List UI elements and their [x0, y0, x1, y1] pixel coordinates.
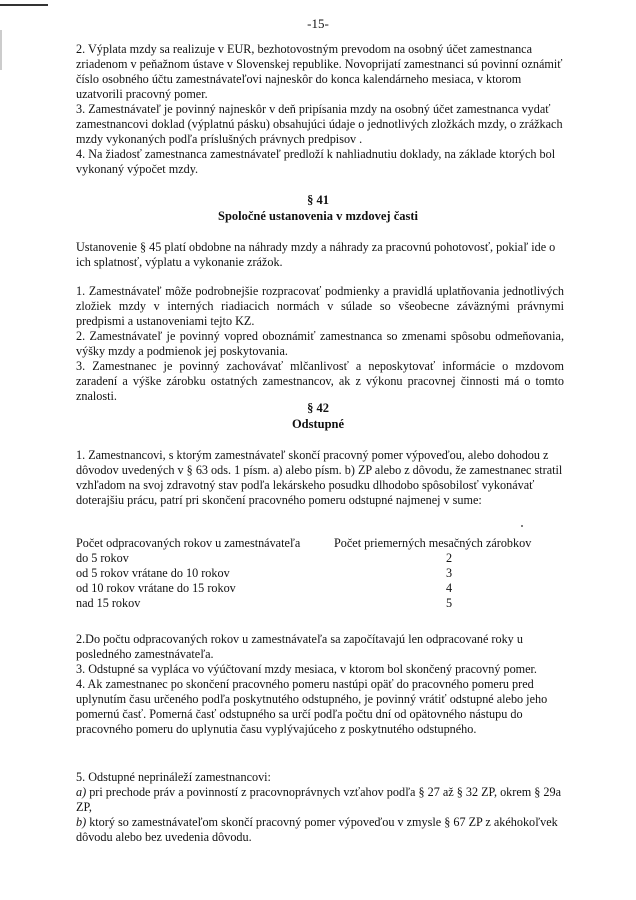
paragraph-subitem-a — [76, 785, 564, 815]
section-41-items — [76, 284, 564, 404]
table-row — [76, 596, 564, 611]
table-cell-value: 4 — [445, 581, 453, 595]
subitem-a-text: pri prechode práv a povinností z pracovnoprávnych vzťahov podľa § 27 až § 32 ZP, okrem § 29a ZP, — [76, 785, 561, 814]
paragraph-item: 4. Na žiadosť zamestnanca zamestnávateľ predloží k nahliadnutiu doklady, na základe ktorých bol vykonaný výpočet mzdy. — [76, 147, 556, 176]
paragraph-item-intro: 5. Odstupné neprináleží zamestnancovi: — [76, 770, 271, 784]
paragraph-item: 2.Do počtu odpracovaných rokov u zamestnávateľa sa započítavajú len odpracované roky u posledného zamestnávateľa. — [76, 632, 523, 661]
paragraph-item: 1. Zamestnancovi, s ktorým zamestnávateľ skončí pracovný pomer výpoveďou, alebo dohodou z dôvodov uvedených v § 63 ods. 1 písm. a) alebo písm. b) ZP alebo z dôvodu, že zamestnanec stratil vzhľadom na svoj zdravotný stav podľa lekárskeho posudku dlhodobo spôsobilosť vykonávať doterajšiu prácu, patrí pri skončení pracovného pomeru odstupné najmenej v sume: — [76, 448, 563, 507]
table-header-years: Počet odpracovaných rokov u zamestnávateľa — [76, 536, 301, 550]
paragraph-item: 3. Zamestnanec je povinný zachovávať mlčanlivosť a neposkytovať informácie o mzdovom zaradení a výške zárobku ostatných zamestnancov, ak z výkonu pracovnej činnosti má o tomto znalosti. — [76, 359, 564, 403]
table-header-value: Počet priemerných mesačných zárobkov — [334, 536, 532, 550]
paragraph-intro: Ustanovenie § 45 platí obdobne na náhrady mzdy a náhrady za pracovnú pohotovosť, pokiaľ ide o ich splatnosť, výplatu a vykonanie zrážok. — [76, 240, 556, 269]
table-header-row — [76, 536, 564, 551]
severance-table — [76, 536, 564, 611]
table-cell-years: od 5 rokov vrátane do 10 rokov — [76, 566, 230, 580]
scan-mark — [0, 4, 48, 6]
section-41-intro — [76, 240, 564, 270]
page-number: -15- — [307, 16, 329, 31]
section-42-number: § 42 — [307, 401, 329, 415]
table-row — [76, 551, 564, 566]
paragraph-item: 1. Zamestnávateľ môže podrobnejšie rozpracovať podmienky a pravidlá uplatňovania jednotlivých zložiek mzdy v interných riadiacich normách v súlade so všeobecne záväznými právnymi predpismi a ustanoveniami tejto KZ. — [76, 284, 564, 328]
paragraph-item: 3. Zamestnávateľ je povinný najneskôr v deň pripísania mzdy na osobný účet zamestnanca vydať zamestnancovi doklad (výplatnú pásku) obsahujúci údaje o jednotlivých zložkách mzdy, o zrážkach mzdy vykonaných podľa príslušných právnych predpisov . — [76, 102, 563, 146]
section-41-title: Spoločné ustanovenia v mzdovej časti — [218, 209, 418, 223]
subitem-b-text: ktorý so zamestnávateľom skončí pracovný pomer výpoveďou v zmysle § 67 ZP z akéhokoľvek dôvodu alebo bez uvedenia dôvodu. — [76, 815, 558, 844]
section-42-item5 — [76, 770, 564, 845]
section-42-items — [76, 632, 564, 737]
paragraph-item: 3. Odstupné sa vypláca vo výúčtovaní mzdy mesiaca, v ktorom bol skončený pracovný pomer. — [76, 662, 537, 676]
table-cell-value: 5 — [445, 596, 453, 610]
table-cell-years: nad 15 rokov — [76, 596, 141, 610]
section-42-title: Odstupné — [291, 417, 345, 431]
subitem-b-label: b) — [76, 815, 87, 829]
paragraph-subitem-b — [76, 815, 564, 845]
section-42-item1 — [76, 448, 564, 508]
scan-dot — [521, 525, 523, 527]
table-cell-years: do 5 rokov — [76, 551, 129, 565]
table-cell-years: od 10 rokov vrátane do 15 rokov — [76, 581, 236, 595]
paragraph-item: 2. Výplata mzdy sa realizuje v EUR, bezhotovostným prevodom na osobný účet zamestnanca zriadenom v peňažnom ústave v Slovenskej republike. Novoprijatí zamestnanci sú povinní oznámiť číslo osobného účtu zamestnávateľovi najneskôr do konca kalendárneho mesiaca, v ktorom uzatvorili pracovný pomer. — [76, 42, 563, 101]
subitem-a-label: a) — [76, 785, 87, 799]
paragraph-item: 2. Zamestnávateľ je povinný vopred oboznámiť zamestnanca so zmenami spôsobu odmeňovania, výšky mzdy a podmienok jej poskytovania. — [76, 329, 564, 358]
paragraph-item: 4. Ak zamestnanec po skončení pracovného pomeru nastúpi opäť do pracovného pomeru pred uplynutím času určeného podľa poskytnutého odstupného, je povinný vrátiť odstupné alebo jeho pomernú časť. Pomerná časť odstupného sa určí podľa počtu dní od opätovného nástupu do pracovného pomeru do uplynutia času vyplývajúceho z poskytnutého odstupného. — [76, 677, 548, 736]
section-41-number: § 41 — [307, 193, 329, 207]
table-cell-value: 2 — [445, 551, 453, 565]
payment-paragraphs — [76, 42, 564, 177]
scan-mark-left — [0, 30, 2, 70]
table-row — [76, 581, 564, 596]
table-cell-value: 3 — [445, 566, 453, 580]
table-row — [76, 566, 564, 581]
